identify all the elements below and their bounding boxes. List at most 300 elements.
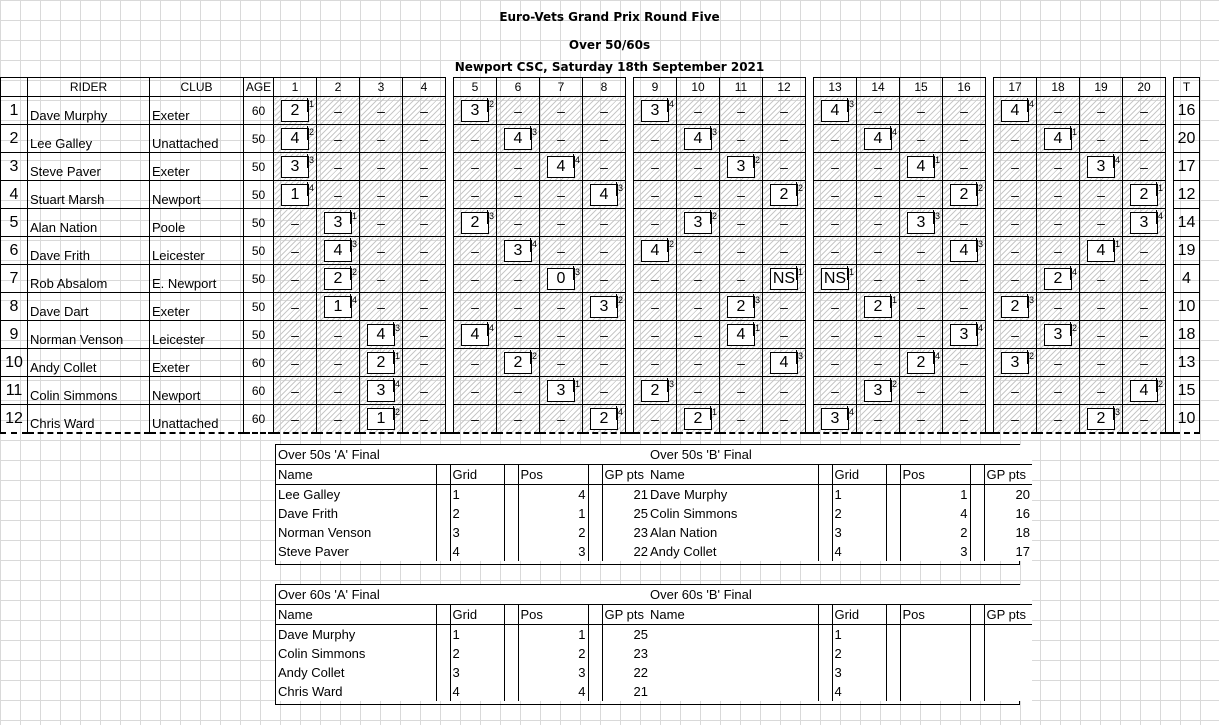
no-ride-dash: – xyxy=(917,186,925,203)
heat-cell xyxy=(943,97,986,125)
gate-number: 1 xyxy=(573,378,580,392)
heat-cell xyxy=(1080,209,1123,237)
gate-number: 2 xyxy=(530,350,537,364)
group-separator xyxy=(626,377,634,405)
page-subtitle: Over 50/60s xyxy=(568,38,651,52)
group-separator xyxy=(446,349,454,377)
no-ride-dash: – xyxy=(514,158,522,175)
gate-number: 4 xyxy=(890,126,897,140)
column-divider xyxy=(504,605,518,625)
no-ride-dash: – xyxy=(334,354,342,371)
no-ride-dash: – xyxy=(737,242,745,259)
column-divider xyxy=(886,605,900,625)
final-rider-name: Dave Frith xyxy=(276,504,436,523)
heat-cell xyxy=(634,237,677,265)
heat-cell xyxy=(763,125,806,153)
rider-total: 12 xyxy=(1174,181,1200,209)
no-ride-dash: – xyxy=(1011,382,1019,399)
rider-row xyxy=(1,209,1200,237)
no-ride-dash: – xyxy=(1054,214,1062,231)
heat-cell xyxy=(317,377,360,405)
heat-cell xyxy=(720,265,763,293)
heat-cell xyxy=(274,125,317,153)
heat-cell xyxy=(763,293,806,321)
heat-cell xyxy=(943,377,986,405)
final-row xyxy=(276,625,650,645)
no-ride-dash: – xyxy=(831,214,839,231)
heat-cell xyxy=(1037,405,1080,434)
no-ride-dash: – xyxy=(420,130,428,147)
gate-number: 4 xyxy=(933,350,940,364)
heat-cell xyxy=(994,209,1037,237)
no-ride-dash: – xyxy=(377,102,385,119)
heat-cell xyxy=(763,153,806,181)
rider-club: Unattached xyxy=(150,405,244,434)
no-ride-dash: – xyxy=(471,354,479,371)
group-separator xyxy=(446,405,454,434)
final-gp-points xyxy=(984,682,1032,701)
heat-cell xyxy=(274,181,317,209)
heat-cell xyxy=(857,97,900,125)
final-gp-points: 22 xyxy=(602,542,650,561)
heat-cell xyxy=(274,237,317,265)
heat-cell xyxy=(1123,125,1166,153)
no-ride-dash: – xyxy=(874,354,882,371)
column-divider xyxy=(886,504,900,523)
group-separator xyxy=(1166,377,1174,405)
group-separator xyxy=(806,237,814,265)
final-grid: 1 xyxy=(832,625,886,645)
final-grid: 3 xyxy=(832,663,886,682)
header-heat-2: 2 xyxy=(317,78,360,97)
final-table-left xyxy=(276,445,650,561)
group-separator xyxy=(446,265,454,293)
group-separator xyxy=(626,97,634,125)
no-ride-dash: – xyxy=(874,102,882,119)
no-ride-dash: – xyxy=(737,382,745,399)
heat-cell xyxy=(497,377,540,405)
heat-cell xyxy=(1037,181,1080,209)
final-grid: 3 xyxy=(832,523,886,542)
no-ride-dash: – xyxy=(471,130,479,147)
no-ride-dash: – xyxy=(1011,410,1019,427)
rider-total: 19 xyxy=(1174,237,1200,265)
rider-number: 10 xyxy=(1,349,28,377)
heat-cell xyxy=(857,265,900,293)
final-position: 4 xyxy=(900,504,970,523)
gate-number: 3 xyxy=(847,98,854,112)
heat-cell xyxy=(677,405,720,434)
heat-cell xyxy=(994,237,1037,265)
heat-cell xyxy=(497,237,540,265)
final-row xyxy=(648,663,1032,682)
gate-number: 3 xyxy=(393,322,400,336)
final-gp-points: 16 xyxy=(984,504,1032,523)
column-divider xyxy=(436,644,450,663)
heat-cell xyxy=(763,181,806,209)
final-rider-name: Andy Collet xyxy=(648,542,818,561)
heat-score: 4 xyxy=(684,128,712,150)
final-header-grid: Grid xyxy=(450,605,504,625)
heat-cell xyxy=(720,153,763,181)
final-position: 1 xyxy=(518,625,588,645)
rider-row xyxy=(1,181,1200,209)
group-separator xyxy=(1166,125,1174,153)
no-ride-dash: – xyxy=(291,326,299,343)
no-ride-dash: – xyxy=(651,158,659,175)
no-ride-dash: – xyxy=(557,242,565,259)
heat-cell xyxy=(454,153,497,181)
final-grid: 3 xyxy=(450,663,504,682)
column-divider xyxy=(970,504,984,523)
heat-score: 2 xyxy=(1044,268,1072,290)
heat-cell xyxy=(900,349,943,377)
heat-cell xyxy=(583,349,626,377)
no-ride-dash: – xyxy=(334,102,342,119)
gate-number: 4 xyxy=(1156,210,1163,224)
heat-cell xyxy=(1123,349,1166,377)
rider-club: Unattached xyxy=(150,125,244,153)
rider-row xyxy=(1,265,1200,293)
column-divider xyxy=(886,485,900,505)
group-separator xyxy=(1166,181,1174,209)
rider-row xyxy=(1,293,1200,321)
heat-score: 3 xyxy=(547,380,575,402)
no-ride-dash: – xyxy=(651,186,659,203)
column-divider xyxy=(818,605,832,625)
column-divider xyxy=(504,504,518,523)
heat-score: 1 xyxy=(324,296,352,318)
no-ride-dash: – xyxy=(1011,270,1019,287)
heat-cell xyxy=(497,321,540,349)
event-venue-date: Newport CSC, Saturday 18th September 2021 xyxy=(454,60,765,74)
final-header-grid: Grid xyxy=(832,465,886,485)
no-ride-dash: – xyxy=(1140,410,1148,427)
no-ride-dash: – xyxy=(600,382,608,399)
heat-score: 2 xyxy=(504,352,532,374)
no-ride-dash: – xyxy=(831,298,839,315)
heat-score: 3 xyxy=(504,240,532,262)
heat-cell xyxy=(634,377,677,405)
heat-cell xyxy=(403,349,446,377)
final-grid: 1 xyxy=(450,625,504,645)
heat-cell xyxy=(497,405,540,434)
final-gp-points: 25 xyxy=(602,625,650,645)
heat-score: 4 xyxy=(367,324,395,346)
gate-number: 3 xyxy=(1113,406,1120,420)
no-ride-dash: – xyxy=(1054,298,1062,315)
no-ride-dash: – xyxy=(737,354,745,371)
rider-name: Andy Collet xyxy=(28,349,150,377)
no-ride-dash: – xyxy=(960,382,968,399)
group-separator xyxy=(986,181,994,209)
no-ride-dash: – xyxy=(917,298,925,315)
no-ride-dash: – xyxy=(831,130,839,147)
heat-score: 3 xyxy=(367,380,395,402)
header-heat-16: 16 xyxy=(943,78,986,97)
column-divider xyxy=(970,605,984,625)
rider-age: 50 xyxy=(244,181,274,209)
final-header-grid: Grid xyxy=(832,605,886,625)
heat-score: 4 xyxy=(1130,380,1158,402)
no-ride-dash: – xyxy=(420,242,428,259)
column-divider xyxy=(970,682,984,701)
no-ride-dash: – xyxy=(557,214,565,231)
gate-number: 1 xyxy=(890,294,897,308)
rider-name: Dave Murphy xyxy=(28,97,150,125)
column-divider xyxy=(818,644,832,663)
no-ride-dash: – xyxy=(1011,326,1019,343)
no-ride-dash: – xyxy=(737,214,745,231)
heat-cell xyxy=(403,125,446,153)
rider-club: Leicester xyxy=(150,321,244,349)
final-gp-points: 23 xyxy=(602,644,650,663)
column-divider xyxy=(504,625,518,645)
no-ride-dash: – xyxy=(917,382,925,399)
gate-number: 3 xyxy=(753,294,760,308)
final-header-pos: Pos xyxy=(518,465,588,485)
heat-cell xyxy=(317,97,360,125)
rider-age: 50 xyxy=(244,153,274,181)
rider-total: 20 xyxy=(1174,125,1200,153)
heat-cell xyxy=(814,349,857,377)
heat-cell xyxy=(943,293,986,321)
group-separator xyxy=(986,153,994,181)
heat-score: 3 xyxy=(281,156,309,178)
column-divider xyxy=(886,625,900,645)
no-ride-dash: – xyxy=(960,298,968,315)
rider-club: Exeter xyxy=(150,153,244,181)
header-heat-20: 20 xyxy=(1123,78,1166,97)
final-rider-name: Alan Nation xyxy=(648,523,818,542)
column-divider xyxy=(504,485,518,505)
no-ride-dash: – xyxy=(377,158,385,175)
heat-cell xyxy=(1123,265,1166,293)
gate-number: 1 xyxy=(710,406,717,420)
no-ride-dash: – xyxy=(291,354,299,371)
no-ride-dash: – xyxy=(377,298,385,315)
final-gp-points: 22 xyxy=(602,663,650,682)
group-separator xyxy=(986,377,994,405)
rider-club: Exeter xyxy=(150,97,244,125)
rider-total: 17 xyxy=(1174,153,1200,181)
no-ride-dash: – xyxy=(600,158,608,175)
heat-cell xyxy=(317,237,360,265)
heat-cell xyxy=(1080,265,1123,293)
column-divider xyxy=(436,465,450,485)
gate-number: 4 xyxy=(530,238,537,252)
final-rider-name: Chris Ward xyxy=(276,682,436,701)
heat-cell xyxy=(497,349,540,377)
heat-cell xyxy=(1037,153,1080,181)
group-separator xyxy=(806,349,814,377)
heat-score: 4 xyxy=(821,100,849,122)
heat-cell xyxy=(763,237,806,265)
rider-name: Colin Simmons xyxy=(28,377,150,405)
final-table-right xyxy=(648,585,1032,701)
group-separator xyxy=(1166,78,1174,97)
final-grid: 2 xyxy=(450,504,504,523)
group-separator xyxy=(626,181,634,209)
group-separator xyxy=(806,209,814,237)
heat-cell xyxy=(814,377,857,405)
column-divider xyxy=(588,465,602,485)
heat-score: 3 xyxy=(907,212,935,234)
no-ride-dash: – xyxy=(874,214,882,231)
rider-club: E. Newport xyxy=(150,265,244,293)
final-rider-name: Colin Simmons xyxy=(648,504,818,523)
group-separator xyxy=(986,125,994,153)
heat-cell xyxy=(360,237,403,265)
gate-number: 3 xyxy=(1027,294,1034,308)
no-ride-dash: – xyxy=(420,186,428,203)
heat-score: 4 xyxy=(281,128,309,150)
no-ride-dash: – xyxy=(334,382,342,399)
final-position: 3 xyxy=(518,663,588,682)
gate-number: 2 xyxy=(667,238,674,252)
heat-score: 3 xyxy=(684,212,712,234)
heat-cell xyxy=(900,209,943,237)
no-ride-dash: – xyxy=(694,354,702,371)
no-ride-dash: – xyxy=(1054,102,1062,119)
heat-cell xyxy=(1080,125,1123,153)
gate-number: 2 xyxy=(393,406,400,420)
heat-cell xyxy=(994,293,1037,321)
rider-row xyxy=(1,125,1200,153)
no-ride-dash: – xyxy=(1097,326,1105,343)
heat-cell xyxy=(900,265,943,293)
no-ride-dash: – xyxy=(917,242,925,259)
heat-cell xyxy=(403,405,446,434)
group-separator xyxy=(626,209,634,237)
column-divider xyxy=(588,523,602,542)
heat-cell xyxy=(583,405,626,434)
no-ride-dash: – xyxy=(737,130,745,147)
heat-cell xyxy=(454,349,497,377)
column-divider xyxy=(504,682,518,701)
heat-cell xyxy=(583,125,626,153)
no-ride-dash: – xyxy=(1140,270,1148,287)
heat-cell xyxy=(317,321,360,349)
heat-cell xyxy=(763,377,806,405)
no-ride-dash: – xyxy=(334,186,342,203)
heat-cell xyxy=(763,405,806,434)
column-divider xyxy=(588,542,602,561)
no-ride-dash: – xyxy=(1011,130,1019,147)
heat-score: 3 xyxy=(864,380,892,402)
heat-cell xyxy=(583,265,626,293)
no-ride-dash: – xyxy=(1054,410,1062,427)
no-ride-dash: – xyxy=(1011,214,1019,231)
heat-cell xyxy=(403,181,446,209)
heat-cell xyxy=(583,377,626,405)
heat-cell xyxy=(317,265,360,293)
gate-number: 3 xyxy=(530,126,537,140)
column-divider xyxy=(818,465,832,485)
no-ride-dash: – xyxy=(1140,158,1148,175)
heat-cell xyxy=(540,209,583,237)
column-divider xyxy=(588,485,602,505)
heat-cell xyxy=(720,237,763,265)
gate-number: 2 xyxy=(1156,378,1163,392)
final-position xyxy=(900,625,970,645)
heat-score: 4 xyxy=(324,240,352,262)
rider-name: Dave Frith xyxy=(28,237,150,265)
rider-name: Norman Venson xyxy=(28,321,150,349)
column-divider xyxy=(436,485,450,505)
header-heat-12: 12 xyxy=(763,78,806,97)
rider-number: 12 xyxy=(1,405,28,434)
no-ride-dash: – xyxy=(780,242,788,259)
no-ride-dash: – xyxy=(420,326,428,343)
heat-cell xyxy=(540,377,583,405)
column-divider xyxy=(504,663,518,682)
final-header-pos: Pos xyxy=(900,465,970,485)
rider-number: 2 xyxy=(1,125,28,153)
heat-cell xyxy=(900,237,943,265)
column-divider xyxy=(588,663,602,682)
no-ride-dash: – xyxy=(1097,130,1105,147)
group-separator xyxy=(1166,237,1174,265)
no-ride-dash: – xyxy=(917,270,925,287)
heat-cell xyxy=(274,349,317,377)
no-ride-dash: – xyxy=(377,130,385,147)
column-divider xyxy=(886,663,900,682)
gate-number: 2 xyxy=(487,98,494,112)
rider-name: Alan Nation xyxy=(28,209,150,237)
header-heat-3: 3 xyxy=(360,78,403,97)
group-separator xyxy=(446,97,454,125)
gate-number: 1 xyxy=(350,210,357,224)
no-ride-dash: – xyxy=(471,186,479,203)
heat-score: 2 xyxy=(684,408,712,430)
heat-cell xyxy=(1037,321,1080,349)
heat-cell xyxy=(943,181,986,209)
final-row xyxy=(276,485,650,505)
no-ride-dash: – xyxy=(1140,102,1148,119)
heat-score: 4 xyxy=(504,128,532,150)
no-ride-dash: – xyxy=(514,214,522,231)
final-gp-points xyxy=(984,644,1032,663)
group-separator xyxy=(806,405,814,434)
column-divider xyxy=(886,682,900,701)
group-separator xyxy=(446,321,454,349)
heat-cell xyxy=(634,349,677,377)
rider-number: 9 xyxy=(1,321,28,349)
no-ride-dash: – xyxy=(334,158,342,175)
heat-cell xyxy=(857,377,900,405)
column-divider xyxy=(886,542,900,561)
heat-cell xyxy=(360,125,403,153)
heat-score: 2 xyxy=(281,100,309,122)
heat-cell xyxy=(677,209,720,237)
group-separator xyxy=(626,125,634,153)
group-separator xyxy=(446,377,454,405)
heat-cell xyxy=(317,153,360,181)
rider-row xyxy=(1,153,1200,181)
gate-number: 4 xyxy=(976,322,983,336)
group-separator xyxy=(806,377,814,405)
heat-cell xyxy=(1080,153,1123,181)
gate-number: 3 xyxy=(667,378,674,392)
final-row xyxy=(648,504,1032,523)
heat-cell xyxy=(814,97,857,125)
heat-cell xyxy=(274,321,317,349)
heat-cell xyxy=(677,265,720,293)
column-divider xyxy=(970,485,984,505)
heat-cell xyxy=(634,209,677,237)
heat-cell xyxy=(634,125,677,153)
